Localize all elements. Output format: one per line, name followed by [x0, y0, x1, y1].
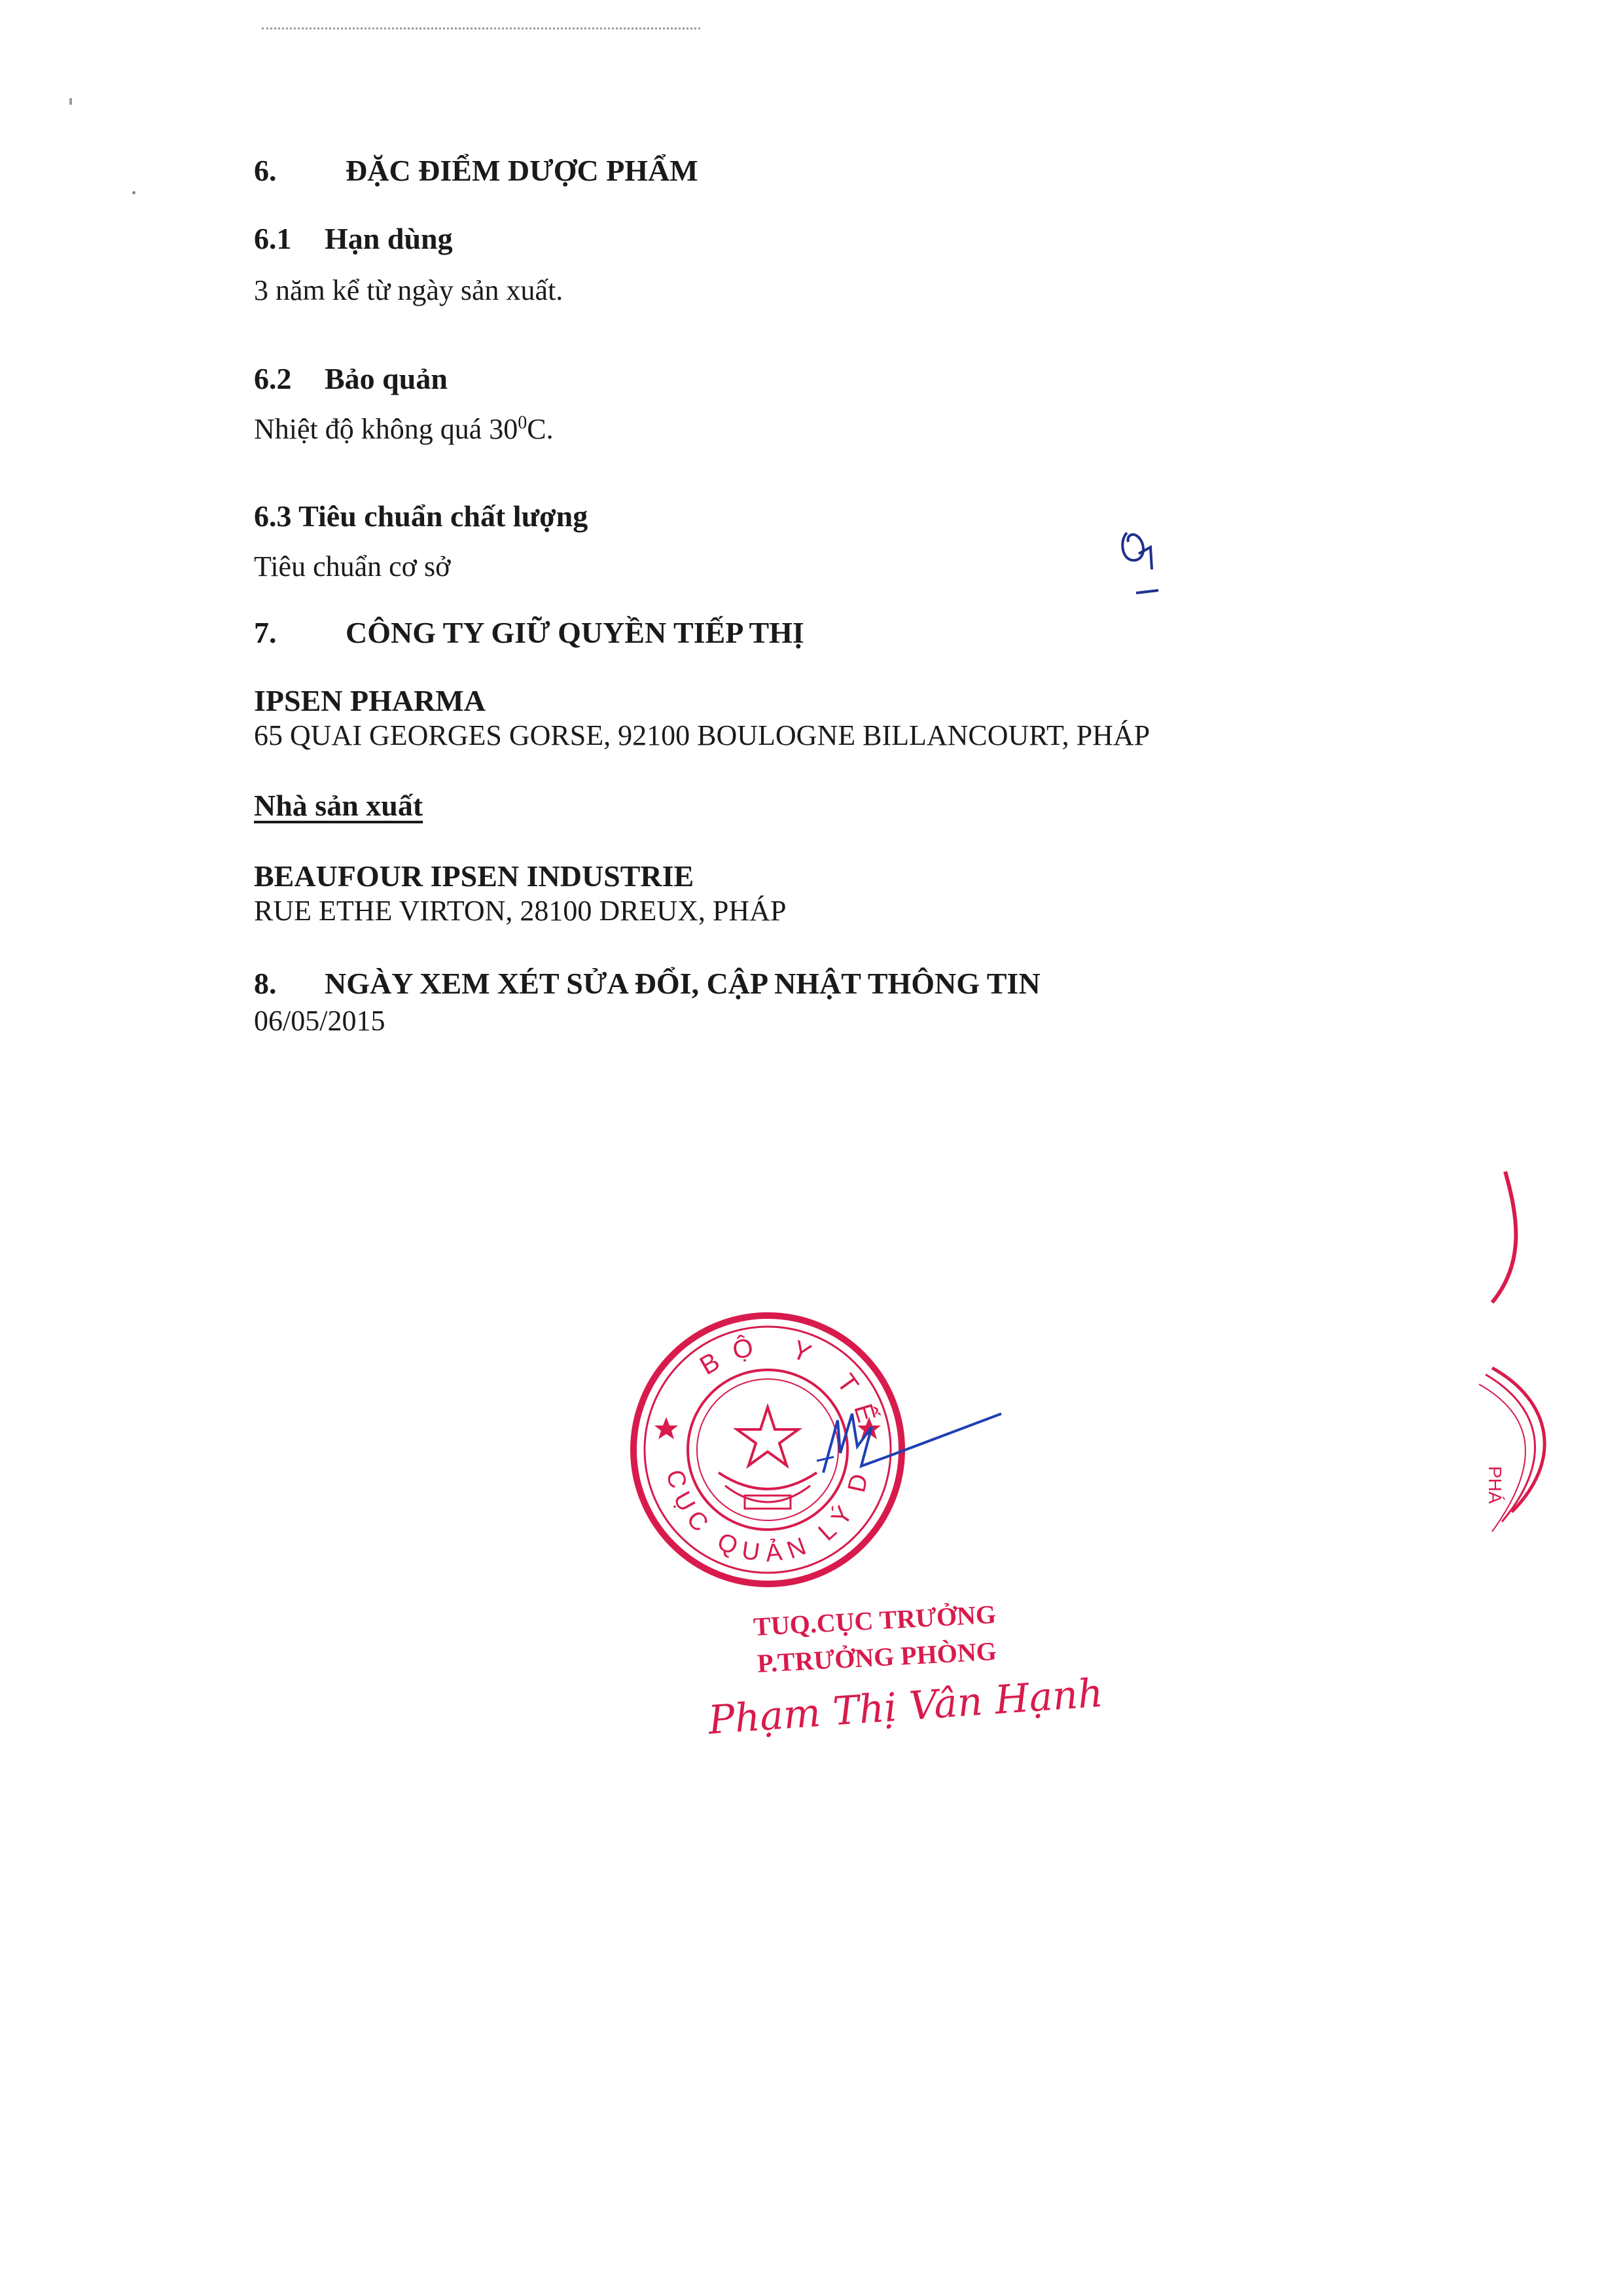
- section-6-3-heading: 6.3 Tiêu chuẩn chất lượng: [254, 499, 588, 533]
- manufacturer-name: BEAUFOUR IPSEN INDUSTRIE: [254, 859, 694, 893]
- top-scan-artifact: [262, 27, 700, 29]
- signatory-name: Phạm Thị Vân Hạnh: [707, 1670, 1105, 1744]
- section-7-number: 7.: [254, 616, 277, 649]
- storage-text-main: Nhiệt độ không quá 30: [254, 413, 518, 445]
- storage-superscript: 0: [518, 412, 527, 433]
- storage-text: [254, 412, 554, 446]
- section-6-2-number: 6.2: [254, 362, 292, 395]
- section-6-number: 6.: [254, 154, 277, 187]
- side-partial-stamp: [1466, 1165, 1610, 1597]
- svg-text:BỘ Y TẾ: BỘ Y TẾ: [695, 1331, 885, 1440]
- section-7-title: CÔNG TY GIỮ QUYỀN TIẾP THỊ: [346, 616, 804, 649]
- section-6-title: ĐẶC ĐIỂM DƯỢC PHẨM: [346, 154, 698, 187]
- marketing-holder-address: 65 QUAI GEORGES GORSE, 92100 BOULOGNE BILLANCOURT, PHÁP: [254, 719, 1150, 751]
- storage-text-unit: C.: [527, 413, 554, 445]
- scan-speck: [69, 98, 72, 105]
- revision-date: 06/05/2015: [254, 1005, 385, 1037]
- svg-text:CỤC QUẢN LÝ DƯỢC: CỤC QUẢN LÝ DƯỢC: [612, 1287, 876, 1568]
- stamp-authority-line1: TUQ.CỤC TRƯỞNG: [753, 1599, 997, 1641]
- section-6-1-number: 6.1: [254, 222, 292, 255]
- quality-standard-text: Tiêu chuẩn cơ sở: [254, 550, 451, 583]
- manufacturer-label: Nhà sản xuất: [254, 789, 423, 822]
- section-6-1-title: Hạn dùng: [325, 222, 453, 255]
- section-6-2-title: Bảo quản: [325, 362, 448, 395]
- side-stamp-text: PHÁ: [1485, 1466, 1505, 1504]
- manufacturer-address: RUE ETHE VIRTON, 28100 DREUX, PHÁP: [254, 895, 787, 927]
- marketing-holder-name: IPSEN PHARMA: [254, 684, 486, 717]
- section-8-number: 8.: [254, 967, 277, 1000]
- stamp-authority-line2: P.TRƯỞNG PHÒNG: [757, 1636, 997, 1678]
- signature-scribble: [812, 1401, 1008, 1492]
- section-8-title: NGÀY XEM XÉT SỬA ĐỔI, CẬP NHẬT THÔNG TIN: [325, 967, 1041, 1000]
- shelf-life-text: 3 năm kể từ ngày sản xuất.: [254, 274, 563, 306]
- scan-speck: [132, 191, 135, 194]
- handwritten-initials: [1113, 521, 1191, 600]
